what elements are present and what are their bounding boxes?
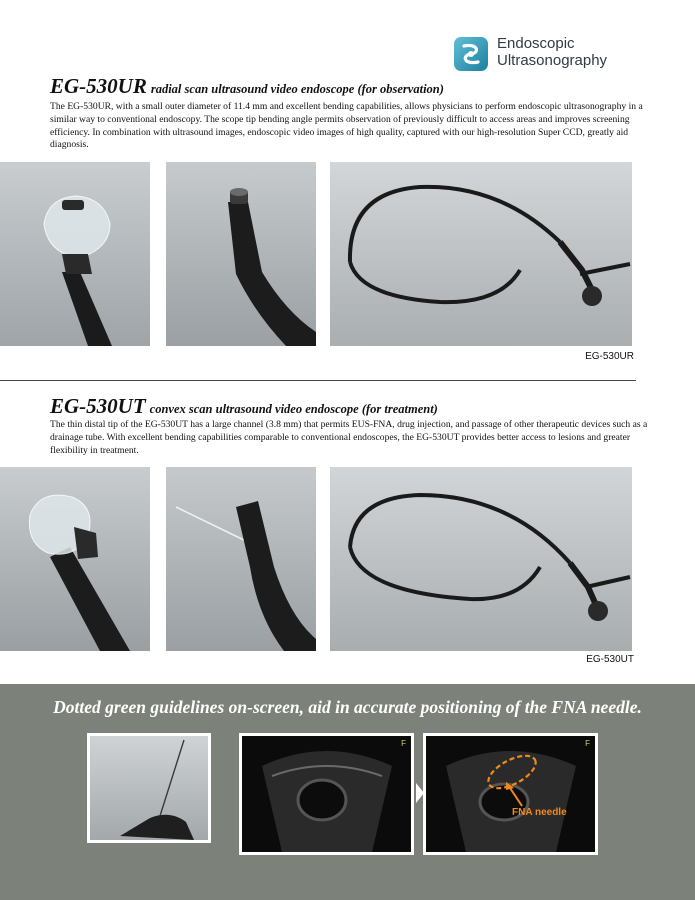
section-divider xyxy=(0,380,636,381)
needle-photo xyxy=(90,736,208,840)
section2-subtitle: convex scan ultrasound video endoscope (for treatment) xyxy=(149,402,438,416)
band-heading: Dotted green guidelines on-screen, aid in accurate positioning of the FNA needle. xyxy=(53,697,642,717)
ultrasound-image-left xyxy=(242,736,411,852)
us-marker-right: F xyxy=(585,739,590,748)
section2-caption: EG-530UT xyxy=(586,654,634,665)
endoscopic-ultrasonography-logo-icon xyxy=(454,37,488,71)
section1-subtitle: radial scan ultrasound video endoscope (for observation) xyxy=(150,82,444,96)
ur-tip-balloon-photo xyxy=(0,162,150,346)
section1-model: EG-530UR xyxy=(50,74,147,98)
section2-model: EG-530UT xyxy=(50,394,146,418)
ut-tip-needle-photo xyxy=(166,467,316,651)
ur-tip-closeup-photo xyxy=(166,162,316,346)
ultrasound-image-right xyxy=(426,736,595,852)
section1-description: The EG-530UR, with a small outer diameter of 11.4 mm and excellent bending capabilities, allows physicians to perform endoscopic ultrasonography in a similar way to conventional endoscopy. The scope tip bending angle permits observation of previously difficult to access areas and improves screening efficiency. In combination with ultrasound images, endoscopic video images of high quality, captured with our high-resolution Super CCD, greatly aid diagnosis. xyxy=(50,101,643,151)
section2-description: The thin distal tip of the EG-530UT has a large channel (3.8 mm) that permits EUS-FNA, drug injection, and passage of other therapeutic devices such as a drainage tube. With excellent bending capabilities comparable to conventional endoscopes, the EG-530UT provides better access to lesions and greater flexibility in treatment. xyxy=(50,419,648,456)
logo-text xyxy=(497,35,607,69)
ut-full-scope-photo xyxy=(330,467,632,651)
us-image-frame-right xyxy=(423,733,598,855)
ut-tip-balloon-photo xyxy=(0,467,150,651)
fna-needle-label: FNA needle xyxy=(512,807,567,818)
ur-full-scope-photo xyxy=(330,162,632,346)
section1-title xyxy=(50,74,444,99)
us-marker-left: F xyxy=(401,739,406,748)
section1-caption: EG-530UR xyxy=(585,351,634,362)
us-image-frame-left xyxy=(239,733,414,855)
logo-line-1: Endoscopic xyxy=(497,35,575,52)
logo-line-2: Ultrasonography xyxy=(497,52,608,69)
needle-photo-frame xyxy=(87,733,211,843)
section2-title xyxy=(50,394,438,419)
